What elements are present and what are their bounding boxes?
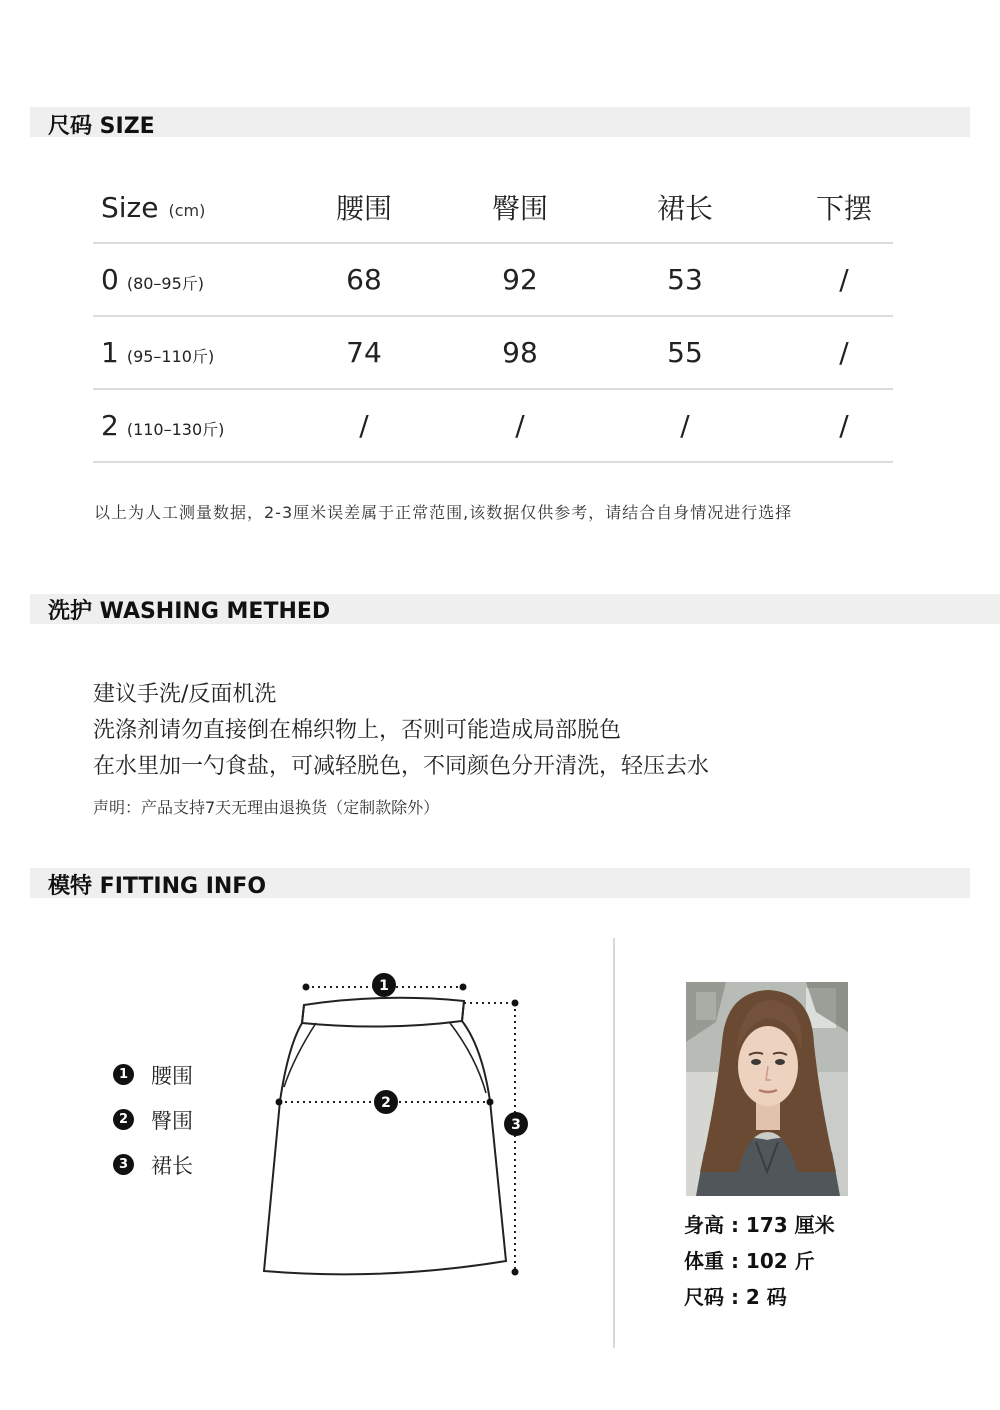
row-hip <box>460 390 580 461</box>
legend-item <box>113 1097 193 1142</box>
fitting-section-title: 模特 FITTING INFO <box>48 874 267 899</box>
row-size: 1 <box>101 336 119 369</box>
header-hem <box>784 172 904 242</box>
row-size-cell <box>101 390 224 461</box>
size-section-title: 尺码 SIZE <box>48 114 155 139</box>
header-waist <box>304 172 424 242</box>
size-section-bar <box>30 107 970 137</box>
row-length <box>625 390 745 461</box>
header-unit: (cm) <box>168 200 206 220</box>
row-waist <box>304 390 424 461</box>
length-measure-endpoint <box>512 1000 519 1007</box>
row-length-value: 53 <box>667 263 703 296</box>
row-hem <box>784 244 904 315</box>
waist-marker-number: 1 <box>379 978 389 994</box>
row-hip-value: 92 <box>502 263 538 296</box>
return-policy-disclaimer: 声明：产品支持7天无理由退换货（定制款除外） <box>93 798 440 817</box>
row-hip <box>460 317 580 388</box>
table-row <box>93 244 893 317</box>
row-hem-value: / <box>839 409 849 442</box>
legend-number-badge: 1 <box>113 1064 134 1085</box>
waist-measure-endpoint <box>303 984 310 991</box>
header-size-label: Size <box>101 190 159 224</box>
header-hip-label: 臀围 <box>491 192 548 225</box>
header-length <box>625 172 745 242</box>
size-note: 以上为人工测量数据，2-3厘米误差属于正常范围,该数据仅供参考，请结合自身情况进行选择 <box>94 503 793 522</box>
washing-section-title: 洗护 WASHING METHED <box>48 599 331 624</box>
row-length-value: 55 <box>667 336 703 369</box>
row-waist <box>304 317 424 388</box>
row-waist-value: / <box>359 409 369 442</box>
header-hem-label: 下摆 <box>815 192 872 225</box>
model-size: 尺码 : 2 码 <box>684 1285 787 1309</box>
skirt-measurement-diagram <box>250 965 540 1285</box>
legend-label: 腰围 <box>151 1063 193 1088</box>
vertical-divider <box>613 938 615 1348</box>
legend-label: 臀围 <box>151 1108 193 1133</box>
row-size-cell <box>101 244 204 315</box>
row-waist <box>304 244 424 315</box>
row-hip <box>460 244 580 315</box>
legend-number-badge: 2 <box>113 1109 134 1130</box>
row-length-value: / <box>680 409 690 442</box>
row-waist-value: 74 <box>346 336 382 369</box>
row-hem-value: / <box>839 263 849 296</box>
row-hip-value: 98 <box>502 336 538 369</box>
washing-line: 建议手洗/反面机洗 <box>93 682 277 707</box>
hip-measure-endpoint <box>276 1099 283 1106</box>
header-length-label: 裙长 <box>656 192 713 225</box>
row-weight-range: (110–130斤) <box>126 420 225 439</box>
row-size-cell <box>101 317 214 388</box>
header-size-cell <box>101 172 205 242</box>
row-weight-range: (95–110斤) <box>126 347 215 366</box>
row-waist-value: 68 <box>346 263 382 296</box>
measurement-legend <box>113 1052 193 1187</box>
size-table <box>93 172 893 463</box>
row-length <box>625 244 745 315</box>
model-weight: 体重 : 102 斤 <box>684 1249 815 1273</box>
size-table-header <box>93 172 893 244</box>
washing-line: 在水里加一勺食盐，可减轻脱色，不同颜色分开清洗，轻压去水 <box>93 754 710 779</box>
model-height: 身高 : 173 厘米 <box>684 1213 835 1237</box>
legend-item <box>113 1052 193 1097</box>
row-size: 0 <box>101 263 119 296</box>
skirt-outline <box>264 998 506 1275</box>
hip-measure-endpoint <box>487 1099 494 1106</box>
row-hem-value: / <box>839 336 849 369</box>
hip-marker-number: 2 <box>381 1095 391 1111</box>
legend-label: 裙长 <box>151 1153 193 1178</box>
length-marker-number: 3 <box>511 1117 521 1133</box>
table-row <box>93 390 893 463</box>
length-measure-endpoint <box>512 1269 519 1276</box>
row-hem <box>784 317 904 388</box>
row-hem <box>784 390 904 461</box>
row-weight-range: (80–95斤) <box>126 274 205 293</box>
legend-number-badge: 3 <box>113 1154 134 1175</box>
row-size: 2 <box>101 409 119 442</box>
row-length <box>625 317 745 388</box>
waist-measure-endpoint <box>460 984 467 991</box>
row-hip-value: / <box>515 409 525 442</box>
header-waist-label: 腰围 <box>335 192 392 225</box>
washing-line: 洗涤剂请勿直接倒在棉织物上，否则可能造成局部脱色 <box>93 718 622 743</box>
table-row <box>93 317 893 390</box>
legend-item <box>113 1142 193 1187</box>
header-hip <box>460 172 580 242</box>
model-photo <box>686 982 848 1196</box>
